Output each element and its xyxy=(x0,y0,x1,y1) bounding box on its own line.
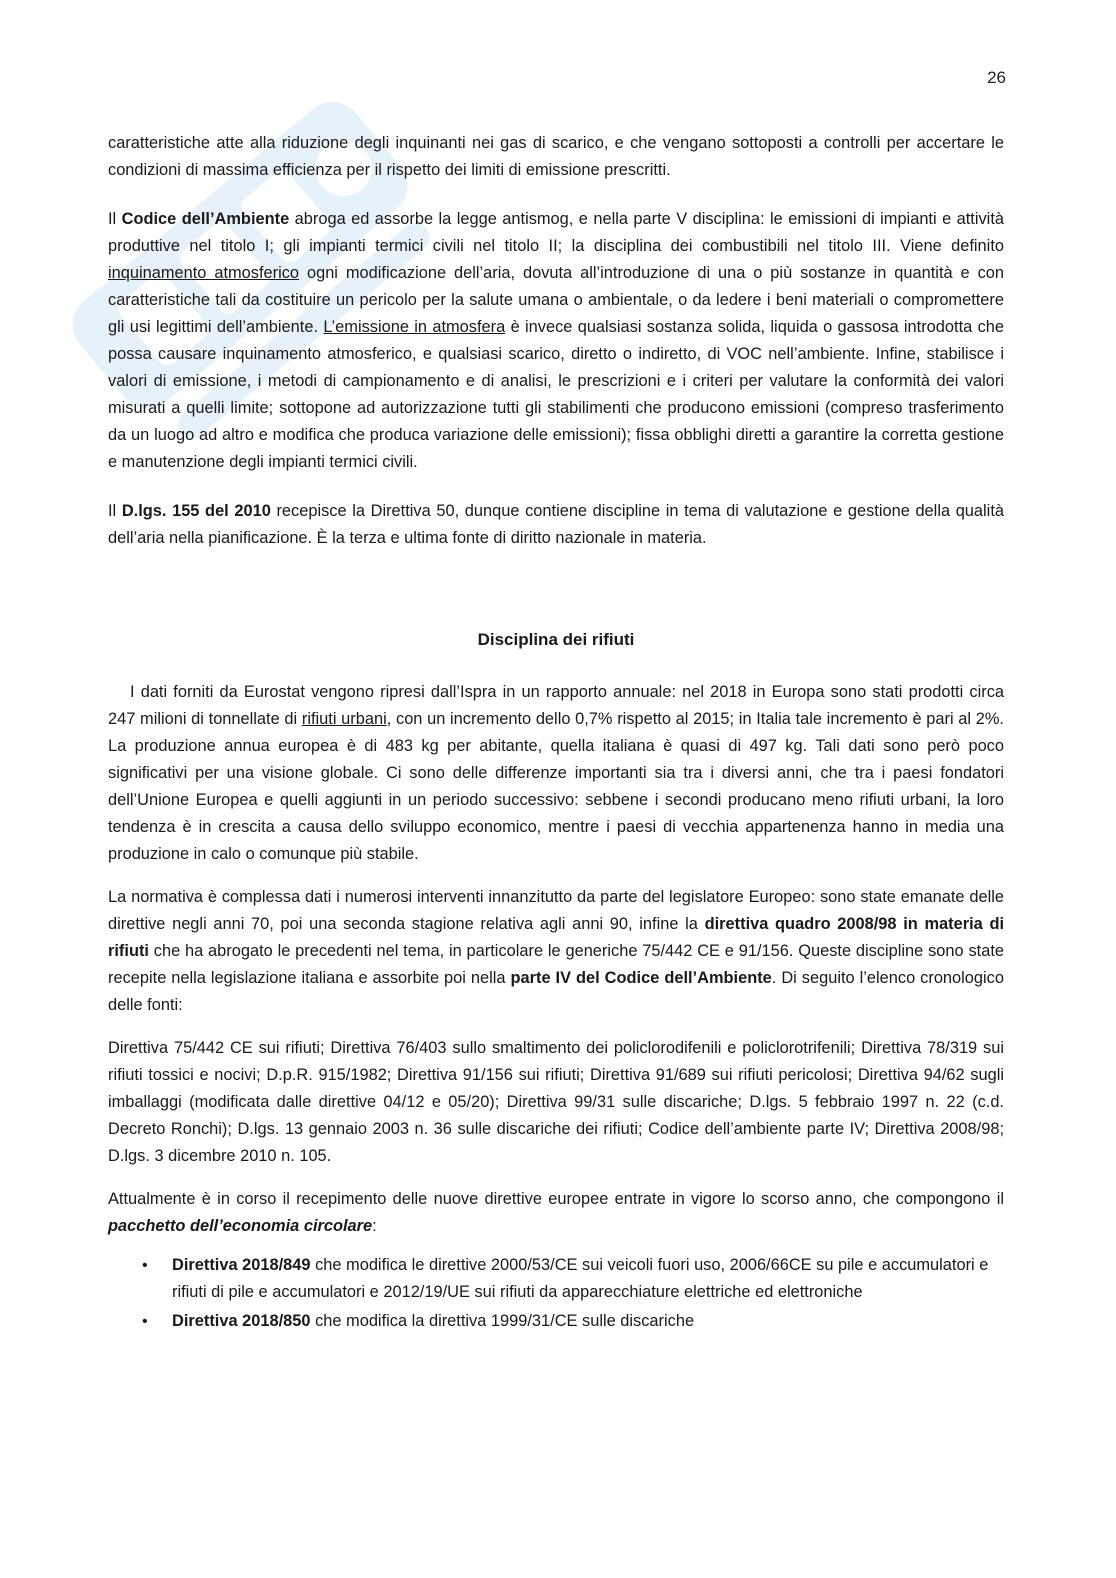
text: I dati forniti da Eurostat vengono ripresi dall’Ispra in un rapporto annuale: nel 2018 in Europa sono stati prodotti circa 247 milioni di tonnellate di xyxy=(108,683,1004,728)
text: Il xyxy=(108,502,122,520)
list-item xyxy=(142,1308,1004,1335)
bold-term: D.lgs. 155 del 2010 xyxy=(121,502,271,520)
underlined-term: rifiuti urbani xyxy=(301,710,387,728)
text: . Di seguito l’elenco cronologico delle fonti: xyxy=(108,969,1004,1014)
text: che ha abrogato le precedenti nel tema, in particolare le generiche 75/442 CE e 91/156. Queste discipline sono state recepite nella legislazione italiana e assorbite poi nella xyxy=(108,942,1004,987)
text: La normativa è complessa dati i numerosi interventi innanzitutto da parte del legislatore Europeo: sono state emanate delle direttive negli anni 70, poi una seconda stagione relativa agli anni 90, infine la xyxy=(108,888,1004,933)
text: che modifica la direttiva 1999/31/CE sulle discariche xyxy=(310,1312,695,1330)
text: , con un incremento dello 0,7% rispetto al 2015; in Italia tale incremento è pari al 2%. La produzione annua europea è di 483 kg per abitante, quella italiana è quasi di 497 kg. Tali dati sono però poco significativi per una visione globale. Ci sono delle differenze importanti sia tra i diversi anni, che tra i paesi fondatori dell’Unione Europea e quelli aggiunti in un periodo successivo: sebbene i secondi producano meno rifiuti urbani, la loro tendenza è in crescita a causa dello sviluppo economico, mentre i paesi di vecchia appartenenza hanno in media una produzione in calo o comunque più stabile. xyxy=(108,710,1004,863)
section-heading: Disciplina dei rifiuti xyxy=(477,630,635,649)
text: Il xyxy=(108,210,122,228)
text: Direttiva 75/442 CE sui rifiuti; Direttiva 76/403 sullo smaltimento dei policlorodifenili e policlorotrifenili; Direttiva 78/319 sui rifiuti tossici e nocivi; D.p.R. 915/1982; Direttiva 91/156 sui rifiuti; Direttiva 91/689 sui rifiuti pericolosi; Direttiva 94/62 sugli imballaggi (modificata dalle direttive 04/12 e 05/20); Direttiva 99/31 sulle discariche; D.lgs. 5 febbraio 1997 n. 22 (c.d. Decreto Ronchi); D.lgs. 13 gennaio 2003 n. 36 sulle discariche dei rifiuti; Codice dell’ambiente parte IV; Direttiva 2008/98; D.lgs. 3 dicembre 2010 n. 105. xyxy=(108,1039,1004,1165)
paragraph-eurostat xyxy=(108,679,1004,868)
bullet-icon: • xyxy=(142,1313,148,1330)
text: che modifica le direttive 2000/53/CE sui veicoli fuori uso, 2006/66CE su pile e accumulatori e rifiuti di pile e accumulatori e 2012/19/UE sui rifiuti da apparecchiature elettriche ed elettroniche xyxy=(172,1256,989,1301)
paragraph-codice-ambiente xyxy=(108,206,1004,476)
paragraph-1-text: caratteristiche atte alla riduzione degli inquinanti nei gas di scarico, e che vengano sottoposti a controlli per accertare le condizioni di massima efficienza per il rispetto dei limiti di emissione prescritti. xyxy=(108,134,1004,179)
paragraph-dlgs-155 xyxy=(108,498,1004,552)
text: : xyxy=(372,1217,377,1235)
bold-term: Codice dell’Ambiente xyxy=(121,210,290,228)
directive-list xyxy=(108,1252,1004,1335)
paragraph-economia-circolare xyxy=(108,1186,1004,1240)
bold-term: direttiva quadro 2008/98 in materia di rifiuti xyxy=(108,915,1005,960)
text: Attualmente è in corso il recepimento delle nuove direttive europee entrate in vigore lo scorso anno, che compongono il xyxy=(108,1190,1004,1208)
text: recepisce la Direttiva 50, dunque contiene discipline in tema di valutazione e gestione della qualità dell’aria nella pianificazione. È la terza e ultima fonte di diritto nazionale in materia. xyxy=(108,502,1004,547)
bold-term: parte IV del Codice dell’Ambiente xyxy=(510,969,772,987)
paragraph-1 xyxy=(108,130,1004,184)
text: è invece qualsiasi sostanza solida, liquida o gassosa introdotta che possa causare inquinamento atmosferico, e qualsiasi scarico, diretto o indiretto, di VOC nell’ambiente. Infine, stabilisce i valori di emissione, i metodi di campionamento e di analisi, le prescrizioni e i criteri per valutare la conformità dei valori misurati a quelli limite; sottopone ad autorizzazione tutti gli stabilimenti che producono emissioni (compreso trasferimento da un luogo ad altro e modifica che produca variazione delle emissioni); fissa obblighi diretti a garantire la corretta gestione e manutenzione degli impianti termici civili. xyxy=(108,318,1004,471)
underlined-term: inquinamento atmosferico xyxy=(108,264,300,282)
paragraph-fonti xyxy=(108,1035,1004,1170)
paragraph-normativa xyxy=(108,884,1004,1019)
bold-term: Direttiva 2018/849 xyxy=(172,1256,311,1274)
bold-term: Direttiva 2018/850 xyxy=(172,1312,311,1330)
bold-italic-term: pacchetto dell’economia circolare xyxy=(108,1217,373,1235)
document-body xyxy=(108,130,1004,1337)
underlined-term: L’emissione in atmosfera xyxy=(323,318,506,336)
bullet-icon: • xyxy=(142,1257,148,1274)
text: abroga ed assorbe la legge antismog, e nella parte V disciplina: le emissioni di impianti e attività produttive nel titolo I; gli impianti termici civili nel titolo II; la disciplina dei combustibili nel titolo III. Viene definito xyxy=(108,210,1004,255)
list-item xyxy=(142,1252,1004,1306)
page-number: 26 xyxy=(987,68,1006,87)
text: ogni modificazione dell’aria, dovuta all’introduzione di una o più sostanze in quantità e con caratteristiche tali da costituire un pericolo per la salute umana o ambientale, o da ledere i beni materiali o compromettere gli usi legittimi dell’ambiente. xyxy=(108,264,1004,336)
